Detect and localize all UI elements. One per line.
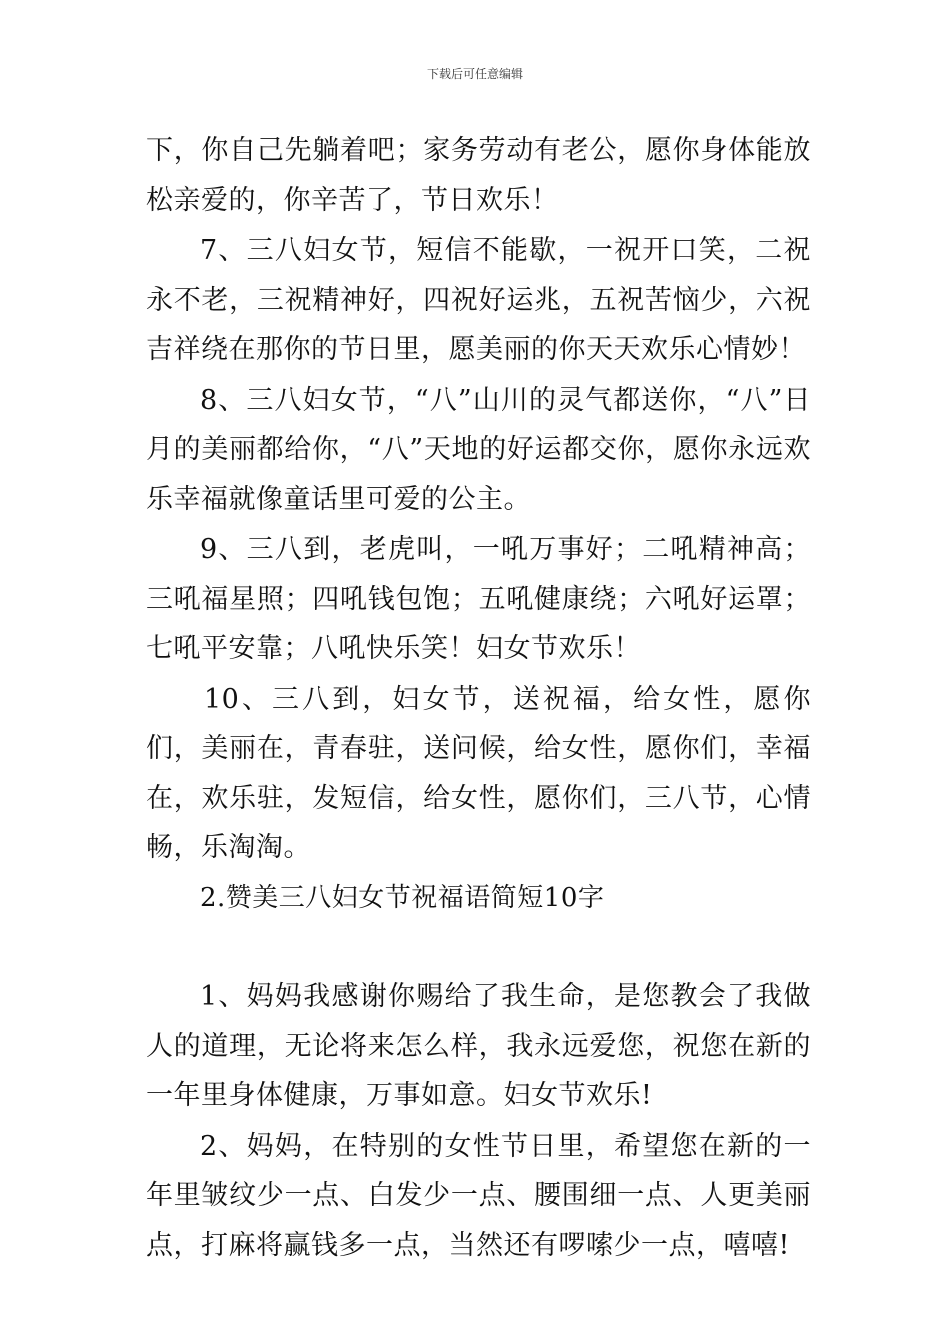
paragraph-item-10: 10、三八到，妇女节，送祝福，给女性，愿你们，美丽在，青春驻，送问候，给女性，愿你们，幸福在，欢乐驻，发短信，给女性，愿你们，三八节，心情畅，乐淘淘。 — [146, 683, 811, 863]
paragraph-continued: 下，你自己先躺着吧；家务劳动有老公，愿你身体能放松亲爱的，你辛苦了，节日欢乐！ — [146, 135, 811, 216]
page-header: 下载后可任意编辑 — [426, 67, 523, 81]
paragraph-item-2: 2、妈妈，在特别的女性节日里，希望您在新的一年里皱纹少一点、白发少一点、腰围细一点、人更美丽点，打麻将赢钱多一点，当然还有啰嗦少一点，嘻嘻! — [146, 1130, 811, 1261]
paragraph-item-8: 8、三八妇女节，“八”山川的灵气都送你，“八”日月的美丽都给你，“八”天地的好运都交你，愿你永远欢乐幸福就像童话里可爱的公主。 — [146, 384, 811, 515]
document-body — [146, 126, 811, 1271]
section-heading: 2.赞美三八妇女节祝福语简短10字 — [200, 882, 605, 913]
paragraph-item-1: 1、妈妈我感谢你赐给了我生命，是您教会了我做人的道理，无论将来怎么样，我永远爱您，祝您在新的一年里身体健康，万事如意。妇女节欢乐! — [146, 981, 811, 1111]
paragraph-item-9: 9、三八到，老虎叫，一吼万事好；二吼精神高；三吼福星照；四吼钱包饱；五吼健康绕；六吼好运罩；七吼平安靠；八吼快乐笑！妇女节欢乐！ — [146, 534, 811, 664]
paragraph-item-7: 7、三八妇女节，短信不能歇，一祝开口笑，二祝永不老，三祝精神好，四祝好运兆，五祝苦恼少，六祝吉祥绕在那你的节日里，愿美丽的你天天欢乐心情妙！ — [146, 235, 811, 365]
section-spacer — [146, 924, 811, 972]
